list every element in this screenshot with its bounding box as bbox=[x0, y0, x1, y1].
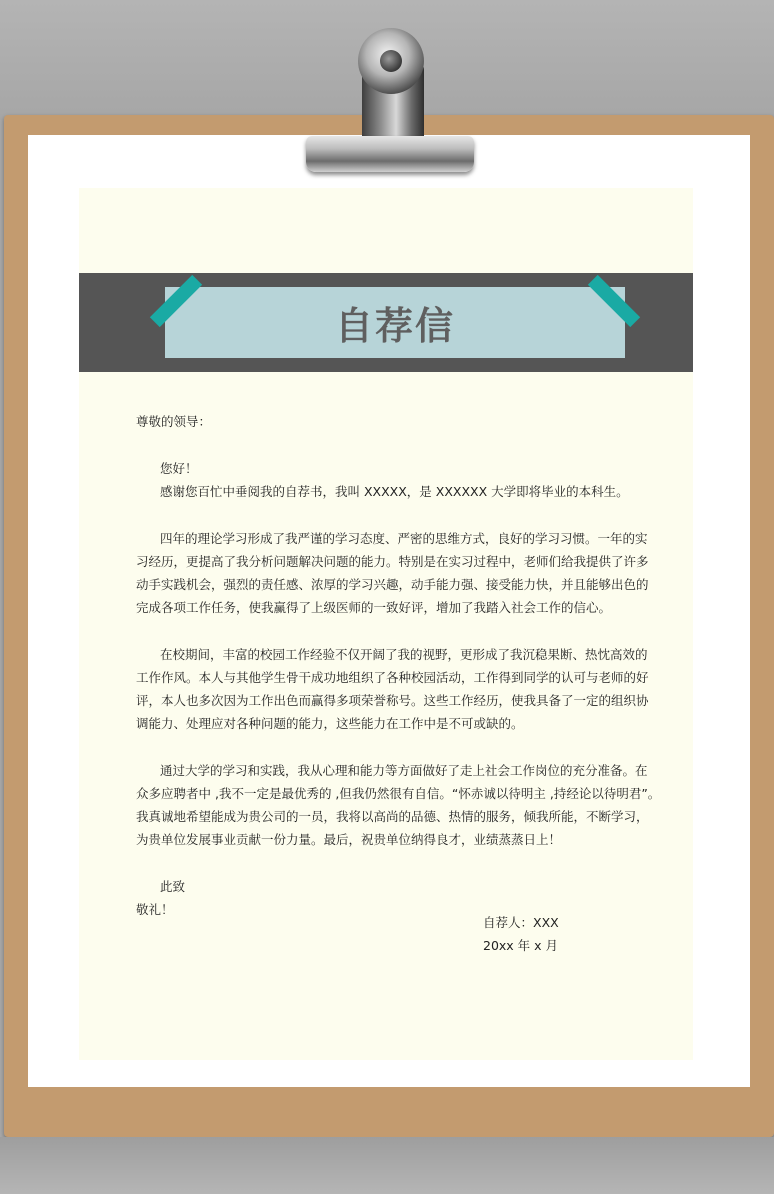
paragraph-line: 习经历，更提高了我分析问题解决问题的能力。特别是在实习过程中，老师们给我提供了许多 bbox=[136, 554, 649, 569]
paragraph-2 bbox=[136, 643, 648, 735]
signature-date: 20xx 年 x 月 bbox=[483, 938, 559, 953]
paragraph-line: 四年的理论学习形成了我严谨的学习态度、严密的思维方式，良好的学习习惯。一年的实 bbox=[160, 531, 648, 546]
paragraph-line: 众多应聘者中 ,我不一定是最优秀的 ,但我仍然很有自信。“怀赤诚以待明主 ,持经论以待明君”。 bbox=[136, 786, 661, 801]
signature-name: 自荐人：XXX bbox=[483, 915, 559, 930]
page-title: 自荐信 bbox=[334, 304, 455, 348]
letter-body bbox=[136, 410, 661, 921]
paragraph-1 bbox=[136, 527, 648, 619]
paragraph-line: 完成各项工作任务，使我赢得了上级医师的一致好评，增加了我踏入社会工作的信心。 bbox=[136, 600, 612, 615]
closing-line-2: 敬礼！ bbox=[136, 902, 174, 917]
paragraph-line: 为贵单位发展事业贡献一份力量。最后，祝贵单位纳得良才，业绩蒸蒸日上！ bbox=[136, 832, 562, 847]
paragraph-line: 工作作风。本人与其他学生骨干成功地组织了各种校园活动，工作得到同学的认可与老师的好 bbox=[136, 670, 649, 685]
intro-line: 感谢您百忙中垂阅我的自荐书，我叫 XXXXX，是 XXXXXX 大学即将毕业的本科生。 bbox=[160, 484, 629, 499]
closing-line-1: 此致 bbox=[160, 879, 186, 894]
paragraph-line: 在校期间，丰富的校园工作经验不仅开阔了我的视野，更形成了我沉稳果断、热忱高效的 bbox=[160, 647, 648, 662]
paragraph-line: 评，本人也多次因为工作出色而赢得多项荣誉称号。这些工作经历，使我具备了一定的组织协 bbox=[136, 693, 649, 708]
greeting: 尊敬的领导： bbox=[136, 414, 212, 429]
title-box bbox=[165, 287, 625, 358]
paragraph-line: 调能力、处理应对各种问题的能力，这些能力在工作中是不可或缺的。 bbox=[136, 716, 524, 731]
paragraph-line: 通过大学的学习和实践，我从心理和能力等方面做好了走上社会工作岗位的充分准备。在 bbox=[160, 763, 648, 778]
binder-clip-hole bbox=[380, 50, 402, 72]
background-bottom bbox=[0, 1137, 774, 1194]
paragraph-line: 我真诚地希望能成为贵公司的一员，我将以高尚的品德、热情的服务，倾我所能，不断学习， bbox=[136, 809, 649, 824]
paragraph-3 bbox=[136, 759, 661, 851]
paragraph-line: 动手实践机会，强烈的责任感、浓厚的学习兴趣，动手能力强、接受能力快，并且能够出色的 bbox=[136, 577, 649, 592]
signature-block bbox=[483, 911, 559, 957]
hello-line: 您好！ bbox=[160, 461, 198, 476]
binder-clip-icon bbox=[306, 136, 474, 172]
